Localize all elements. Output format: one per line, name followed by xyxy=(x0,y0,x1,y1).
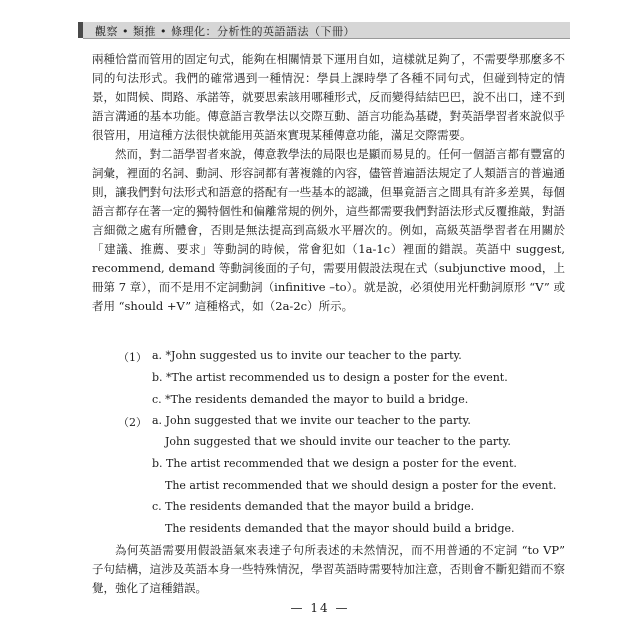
example-line: b. *The artist recommended us to design a poster for the event. xyxy=(152,371,508,384)
example-line: a. *John suggested us to invite our teacher to the party. xyxy=(152,349,462,362)
paragraph-2: 然而，對二語學習者來說，傳意教學法的局限也是顯而易見的。任何一個語言都有豐富的詞彙，裡面的名詞、動詞、形容詞都有著複雜的內容，儘管普遍語法規定了人類語言的普遍通則，讓我們對句法形式和語意的搭配有一些基本的認識，但畢竟語言之間具有許多差異，每個語言都存在著一定的獨特個性和偏離常規的例外，這些都需要我們對語法形式反覆推敲，對語言細微之處有所體會，否則是無法提高到高級水平層次的。例如，高級英語學習者在用關於「建議、推薦、要求」等動詞的時候，常會犯如（1a-1c）裡面的錯誤。英語中 suggest, recommend, demand 等動詞後面的子句，需要用假設法現在式（subjunctive mood，上冊第 7 章），而不是用不定詞動詞（infinitive –to）。就是說，必須使用光杆動詞原形 “V” 或者用 “should +V” 這種格式，如（2a-2c）所示。 xyxy=(92,147,565,313)
example-line: a. John suggested that we invite our teacher to the party. xyxy=(152,414,471,427)
example-line: c. *The residents demanded the mayor to build a bridge. xyxy=(152,393,469,406)
body-text-lower xyxy=(92,541,565,598)
paragraph-3: 為何英語需要用假設語氣來表達子句所表述的未然情況，而不用普通的不定詞 “to VP” 子句結構，這涉及英語本身一些特殊情況，學習英語時需要特加注意，否則會不斷犯錯而不察覺，強化了這種錯誤。 xyxy=(92,543,565,595)
example-line: c. The residents demanded that the mayor build a bridge. xyxy=(152,500,475,513)
example-line: The residents demanded that the mayor should build a bridge. xyxy=(165,522,515,535)
example-number: （2） xyxy=(118,416,147,429)
example-number: （1） xyxy=(118,351,147,364)
example-line: The artist recommended that we should design a poster for the event. xyxy=(165,479,557,492)
paragraph-1: 兩種恰當而管用的固定句式，能夠在相關情景下運用自如，這樣就足夠了，不需要學那麼多不同的句法形式。我們的確常遇到一種情況：學員上課時學了各種不同句式，但碰到特定的情景，如問候、問路、承諾等，就要思索該用哪種形式，反而變得結結巴巴，說不出口，達不到語言溝通的基本功能。傳意語言教學法以交際互動、語言功能為基礎，對英語學習者來說似乎很管用，用這種方法很快就能用英語來實現某種傳意功能，滿足交際需要。 xyxy=(92,52,565,142)
example-line: John suggested that we should invite our teacher to the party. xyxy=(165,435,511,448)
running-header-title: 觀察 • 類推 • 條理化：分析性的英語語法（下冊） xyxy=(95,25,355,38)
example-line: b. The artist recommended that we design a poster for the event. xyxy=(152,457,517,470)
body-text-upper xyxy=(92,50,565,316)
page-number: — 14 — xyxy=(290,601,350,615)
